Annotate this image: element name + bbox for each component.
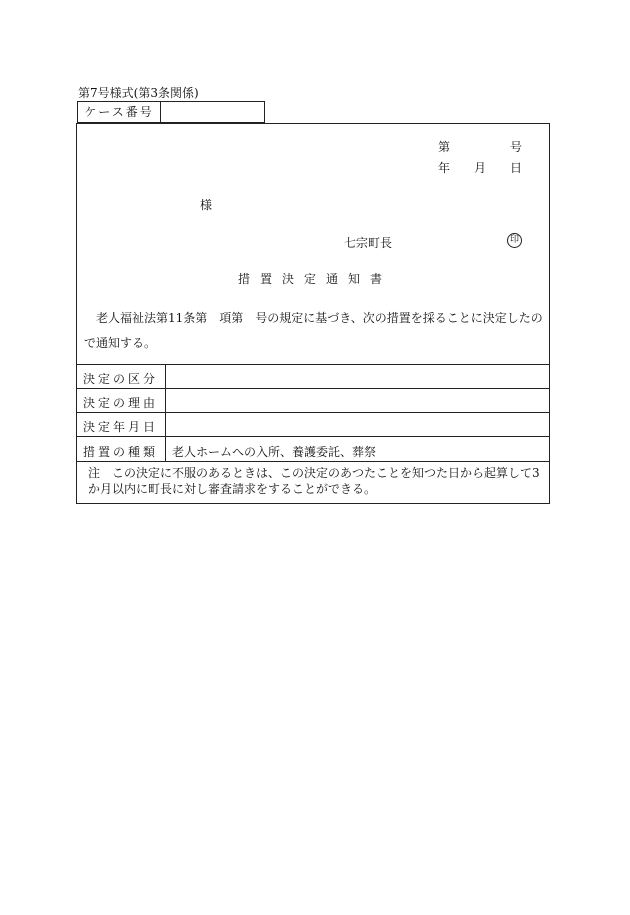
addressee-suffix: 様	[200, 198, 213, 212]
seal-icon: 印	[507, 233, 522, 248]
number-suffix: 号	[510, 140, 523, 154]
notice-title: 措置決定通知書	[238, 272, 393, 286]
table-top-line	[76, 364, 550, 365]
notice-body-text: 老人福祉法第11条第 項第 号の規定に基づき、次の措置を採ることに決定したので通知する。	[84, 311, 543, 350]
date-day: 日	[510, 161, 523, 175]
table-column-divider	[165, 364, 166, 461]
appeal-note	[88, 465, 544, 497]
row-label-decision-category: 決定の区分	[82, 372, 158, 386]
case-number-box	[77, 101, 265, 123]
row-value-measure-type: 老人ホームへの入所、養護委託、葬祭	[172, 445, 377, 459]
case-number-label: ケース番号	[78, 102, 161, 122]
row-divider	[76, 412, 550, 413]
row-label-measure-type: 措置の種類	[82, 445, 158, 459]
note-text: この決定に不服のあるときは、この決定のあつたことを知つた日から起算して3か月以内に町長に対し審査請求をすることができる。	[88, 466, 540, 496]
row-divider	[76, 436, 550, 437]
issuer-name: 七宗町長	[344, 236, 393, 250]
row-label-decision-reason: 決定の理由	[82, 396, 158, 410]
number-prefix: 第	[438, 140, 451, 154]
row-divider	[76, 388, 550, 389]
date-year: 年	[438, 161, 451, 175]
form-title: 第7号様式(第3条関係)	[78, 86, 199, 100]
note-mark: 注	[88, 466, 101, 480]
date-month: 月	[474, 161, 487, 175]
row-label-decision-date: 決定年月日	[82, 420, 158, 434]
table-bottom-line	[76, 461, 550, 462]
